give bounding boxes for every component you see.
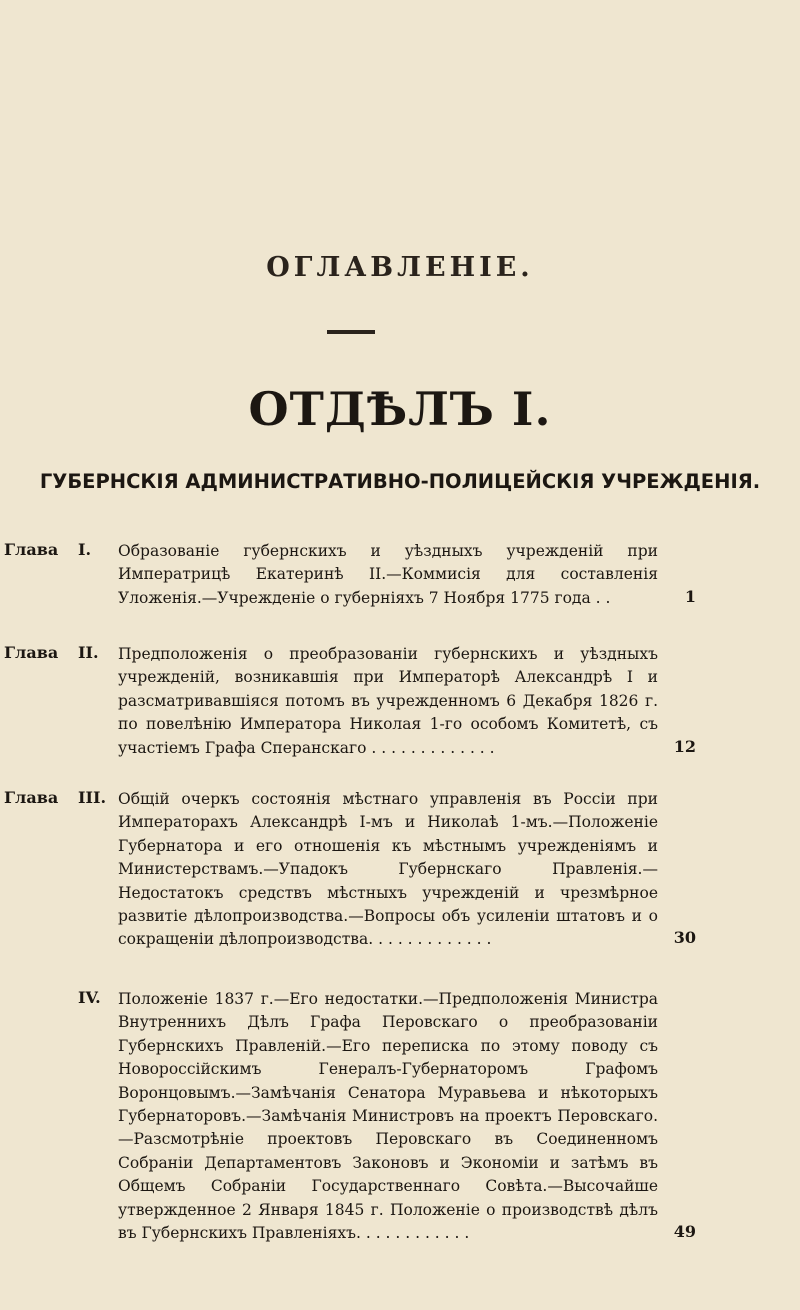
- chapter-number: II.: [78, 643, 99, 662]
- chapter-description: Положеніе 1837 г.—Его недостатки.—Предположенія Министра Внутреннихъ Дѣлъ Графа Перовскаго о преобразованіи Губернскихъ Правленій.—Его переписка по этому поводу съ Новороссійскимъ Генералъ-Губернаторомъ Графомъ Воронцовымъ.—Замѣчанія Сенатора Муравьева и нѣкоторыхъ Губернаторовъ.—Замѣчанія Министровъ на проектъ Перовскаго.—Разсмотрѣніе проектовъ Перовскаго въ Соединенномъ Собраніи Департаментовъ Законовъ и Экономіи и затѣмъ въ Общемъ Собраніи Государственнаго Совѣта.—Высочайше утвержденное 2 Января 1845 г. Положеніе о производствѣ дѣлъ въ Губернскихъ Правленіяхъ. . . . . . . . . . . .: [118, 990, 658, 1243]
- page-number: 1: [684, 586, 696, 606]
- chapter-description: Образованіе губернскихъ и уѣздныхъ учрежденій при Императрицѣ Екатеринѣ II.—Коммисія для составленія Уложенія.—Учрежденіе о губерніяхъ 7 Ноября 1775 года . .: [118, 542, 658, 607]
- page-number: 12: [673, 736, 696, 756]
- chapter-word: Глава: [4, 788, 59, 807]
- section-heading: ОТДѢЛЪ I.: [248, 382, 552, 436]
- chapter-number: I.: [78, 540, 92, 559]
- chapter-label: [4, 540, 92, 559]
- chapter-description: Предположенія о преобразованіи губернскихъ и уѣздныхъ учрежденій, возникавшія при Императорѣ Александрѣ I и разсматривавшіяся потомъ въ учрежденномъ 6 Декабря 1826 г. по повелѣнію Императора Николая 1-го особомъ Комитетѣ, съ участіемъ Графа Сперанскаго . . . . . . . . . . . . .: [118, 645, 658, 757]
- page-number: 49: [673, 1222, 696, 1241]
- chapter-word: Глава: [4, 643, 59, 662]
- chapter-word: Глава: [4, 540, 59, 559]
- chapter-number: IV.: [78, 988, 101, 1007]
- chapter-number: III.: [78, 788, 107, 807]
- chapter-label: [4, 643, 99, 662]
- chapter-description: Общій очеркъ состоянія мѣстнаго управленія въ Россіи при Императорахъ Александрѣ I-мъ и Николаѣ 1-мъ.—Положеніе Губернатора и его отношенія къ мѣстнымъ учрежденіямъ и Министерствамъ.—Упадокъ Губернскаго Правленія.—Недостатокъ средствъ мѣстныхъ учрежденій и чрезмѣрное развитіе дѣлопроизводства.—Вопросы объ усиленіи штатовъ и о сокращеніи дѣлопроизводства. . . . . . . . . . . . .: [118, 790, 658, 949]
- section-subtitle: ГУБЕРНСКІЯ АДМИНИСТРАТИВНО-ПОЛИЦЕЙСКІЯ УЧРЕЖДЕНІЯ.: [39, 470, 761, 493]
- page-number: 30: [673, 928, 696, 948]
- page-title: ОГЛАВЛЕНІЕ.: [266, 252, 534, 283]
- chapter-label: [4, 788, 107, 807]
- title-divider: [327, 330, 375, 334]
